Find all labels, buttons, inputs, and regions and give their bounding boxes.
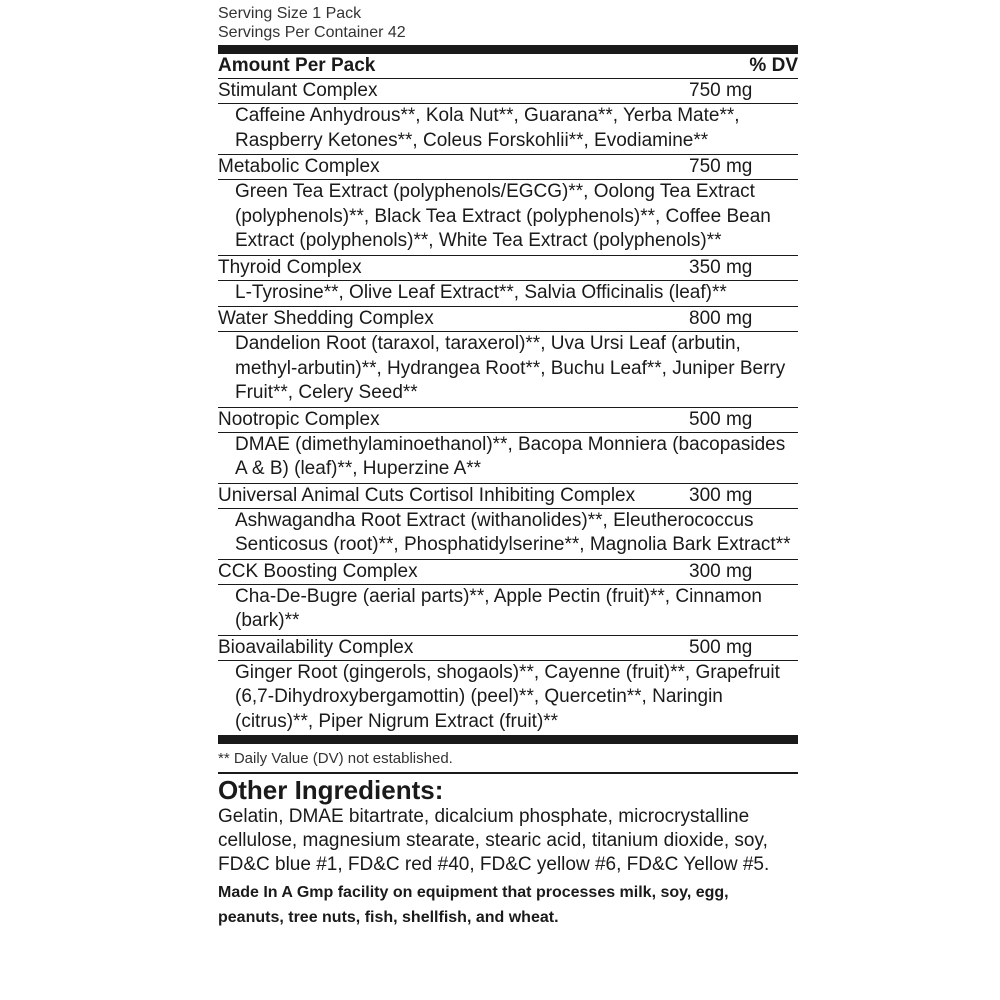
complex-amount: 500 mg (689, 636, 753, 658)
complex-amount: 350 mg (689, 256, 753, 278)
complex-header (218, 408, 798, 433)
complex-header (218, 256, 798, 281)
complex-ingredients: Dandelion Root (taraxol, taraxerol)**, Uva Ursi Leaf (arbutin, methyl-arbutin)**, Hydrangea Root**, Buchu Leaf**, Juniper Berry Fruit**, Celery Seed** (235, 333, 786, 403)
top-divider-bar (218, 45, 798, 54)
complex-row-metabolic (218, 155, 798, 256)
complex-amount: 300 mg (689, 484, 753, 506)
complex-ingredients: Ginger Root (gingerols, shogaols)**, Cayenne (fruit)**, Grapefruit (6,7-Dihydroxybergamottin) (peel)**, Quercetin**, Naringin (citrus)**, Piper Nigrum Extract (fruit)** (235, 661, 780, 732)
complex-header (218, 307, 798, 332)
complex-row-nootropic (218, 408, 798, 484)
supplement-facts-panel (218, 4, 798, 930)
complex-amount: 750 mg (689, 156, 753, 177)
complex-row-thyroid (218, 256, 798, 308)
complex-ingredients: Cha-De-Bugre (aerial parts)**, Apple Pectin (fruit)**, Cinnamon (bark)** (235, 585, 762, 631)
complex-amount: 750 mg (689, 80, 753, 101)
complex-ingredients: Ashwagandha Root Extract (withanolides)**, Eleutherococcus Senticosus (root)**, Phosphatidylserine**, Magnolia Bark Extract** (235, 509, 791, 555)
complex-ingredients: Caffeine Anhydrous**, Kola Nut**, Guarana**, Yerba Mate**, Raspberry Ketones**, Coleus Forskohlii**, Evodiamine** (235, 105, 740, 151)
complex-name: Metabolic Complex (218, 156, 380, 177)
complex-list (218, 79, 798, 735)
complex-ingredients: L-Tyrosine**, Olive Leaf Extract**, Salvia Officinalis (leaf)** (235, 281, 727, 303)
complex-amount: 300 mg (689, 560, 753, 582)
complex-ingredients: DMAE (dimethylaminoethanol)**, Bacopa Monniera (bacopasides A & B) (leaf)**, Huperzine A** (235, 433, 786, 479)
complex-amount: 500 mg (689, 408, 753, 430)
complex-ingredients: Green Tea Extract (polyphenols/EGCG)**, Oolong Tea Extract (polyphenols)**, Black Tea Extract (polyphenols)**, Coffee Bean Extract (polyphenols)**, White Tea Extract (polyphenols)** (235, 181, 771, 251)
complex-name: Universal Animal Cuts Cortisol Inhibiting Complex (218, 484, 636, 506)
complex-header (218, 484, 798, 509)
complex-header (218, 155, 798, 180)
bottom-divider-bar (218, 735, 798, 744)
complex-header (218, 560, 798, 585)
dv-label: % DV (749, 55, 798, 76)
complex-row-bioavailability (218, 636, 798, 736)
complex-row-cck-boosting (218, 560, 798, 636)
complex-name: CCK Boosting Complex (218, 560, 418, 582)
allergen-statement: Made In A Gmp facility on equipment that processes milk, soy, egg, peanuts, tree nuts, fish, shellfish, and wheat. (218, 884, 729, 926)
serving-size: Serving Size 1 Pack (218, 5, 362, 22)
complex-row-stimulant (218, 79, 798, 155)
complex-name: Bioavailability Complex (218, 636, 414, 658)
complex-header (218, 636, 798, 661)
complex-row-water-shedding (218, 307, 798, 408)
other-ingredients-title: Other Ingredients: (218, 775, 444, 805)
complex-name: Stimulant Complex (218, 80, 378, 101)
complex-amount: 800 mg (689, 308, 753, 329)
table-header (218, 54, 798, 79)
complex-name: Thyroid Complex (218, 256, 362, 278)
dv-footnote: ** Daily Value (DV) not established. (218, 749, 798, 774)
servings-per-container: Servings Per Container 42 (218, 24, 406, 41)
complex-header (218, 79, 798, 104)
amount-per-pack-label: Amount Per Pack (218, 55, 376, 76)
complex-name: Water Shedding Complex (218, 308, 434, 329)
other-ingredients-text: Gelatin, DMAE bitartrate, dicalcium phosphate, microcrystalline cellulose, magnesium stearate, stearic acid, titanium dioxide, soy, FD&C blue #1, FD&C red #40, FD&C yellow #6, FD&C Yellow #5. (218, 806, 770, 875)
complex-name: Nootropic Complex (218, 408, 380, 430)
complex-row-cortisol-inhibiting (218, 484, 798, 560)
